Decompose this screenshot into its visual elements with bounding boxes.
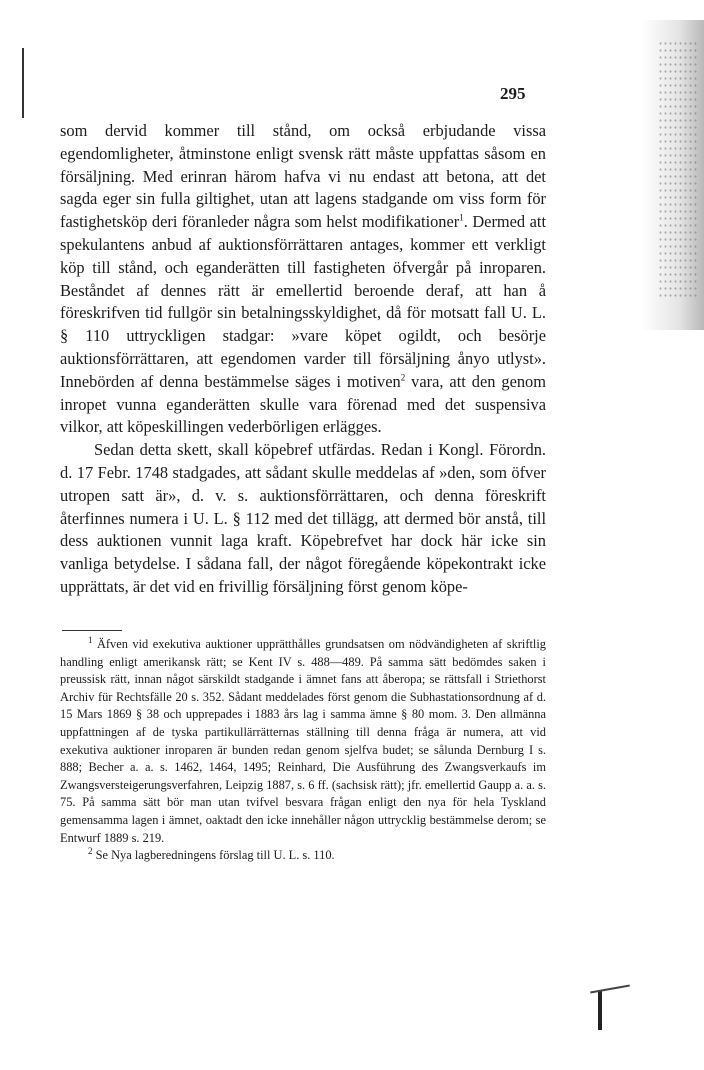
paragraph-text: vara, att den genom inropet vunna eganderätten skulle vara förenad med det suspensiva vilkor, att köpeskillingen vederbörligen erlägges. [60, 371, 546, 437]
paragraph [60, 120, 546, 439]
scan-mark-stroke [590, 985, 630, 994]
footnote-reference: 2 [400, 372, 406, 383]
footnote-text: Se Nya lagberedningens förslag till U. L. s. 110. [95, 848, 335, 863]
paragraph-text: som dervid kommer till stånd, om också erbjudande vissa egendomligheter, åtminstone enligt svensk rätt måste uppfattas såsom en försäljning. Med erinran härom hafva vi nu endast att betona, att det sagda eger sin fulla giltighet, utan att lagens stadgande om viss form för fastighetsköp deri föranleder några som helst modifikationer [60, 121, 546, 232]
footnote [60, 636, 546, 847]
footnotes [60, 636, 546, 865]
scan-binding-edge [22, 48, 24, 118]
footnote-text: Äfven vid exekutiva auktioner upprätthålles grundsatsen om nödvändigheten af skriftlig handling enligt amerikansk rätt; se Kent IV s. 488—489. På samma sätt bedömdes saken i preussisk rätt, innan något särskildt stadgande i ämnet fans att åberopa; se rättsfall i Striethorst Archiv für Rechtsfälle 20 s. 352. Sådant meddelades först genom die Subhastationsordnung af d. 15 Mars 1869 § 38 och upprepades i 1883 års lag i samma ämne § 80 mom. 3. Den allmänna uppfattningen af de tyska partikullärrätternas ställning till denna fråga är numera, att vid exekutiva auktioner inroparen är bunden redan genom sjelfva budet; se sålunda Dernburg I s. 888; Becher a. a. s. 1462, 1464, 1495; Reinhard, Die Ausführung des Zwangsverkaufs im Zwangsversteigerungsverfahren, Leipzig 1887, s. 6 ff. (sachsisk rätt); jfr. emellertid Gaupp a. a. s. 75. På samma sätt bör man utan tvifvel besvara frågan enligt den nya för hela Tyskland gemensamma lagen i ämnet, oaktadt den icke innehåller någon uttrycklig bestämmelse derom; se Entwurf 1889 s. 219. [60, 637, 547, 845]
scan-noise [658, 40, 698, 300]
scan-mark [598, 990, 602, 1030]
body-text [60, 120, 546, 599]
footnote-marker: 1 [88, 634, 93, 645]
footnote-reference: 1 [459, 212, 464, 223]
footnote [60, 847, 546, 865]
paragraph: Sedan detta skett, skall köpebref utfärdas. Redan i Kongl. Förordn. d. 17 Febr. 1748 stadgades, att sådant skulle meddelas af »den, som öfver utropen satt är», d. v. s. auktionsförrättaren, och denna föreskrift återfinnes numera i U. L. § 112 med det tillägg, att dermed bör anstå, till dess auktionen vunnit laga kraft. Köpebrefvet har dock här icke sin vanliga betydelse. I sådana fall, der något föregående köpekontrakt icke upprättats, är det vid en frivillig försäljning först genom köpe- [60, 440, 546, 596]
footnote-separator [62, 630, 122, 631]
footnote-marker: 2 [88, 846, 93, 856]
page-number: 295 [500, 84, 526, 103]
paragraph-text: . Dermed att spekulantens anbud af auktionsförrättaren antages, kommer ett verkligt köp till stånd, och eganderätten till fastigheten öfvergår på inroparen. Beståndet af dennes rätt är emellertid beroende deraf, att han å föreskrifven tid fullgör sin betalningsskyldighet, då för motsatt fall U. L. § 110 uttryckligen stadgar: »vare köpet ogildt, och besörje auktionsförrättaren, att egendomen varder till försäljning ånyo utlyst». Innebörden af denna bestämmelse säges i motiven [60, 212, 546, 391]
